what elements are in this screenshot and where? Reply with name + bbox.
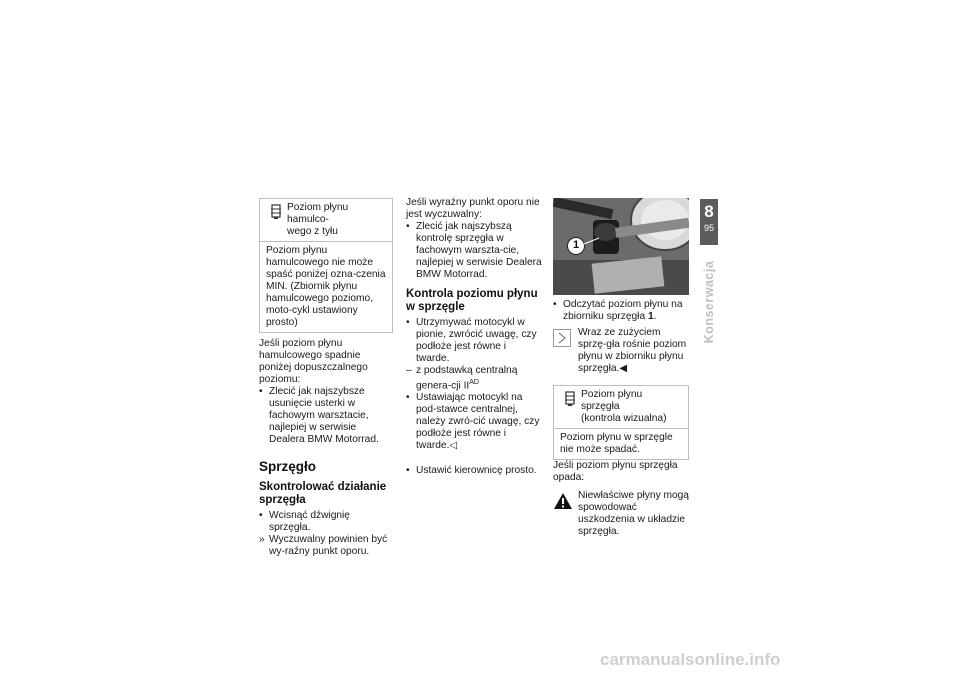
paragraph: Jeśli poziom płynu hamulcowego spadnie poniżej dopuszczalnego poziomu: — [259, 338, 368, 385]
bullet-item — [406, 392, 542, 452]
spec-box-header — [260, 199, 392, 242]
end-mark: ◀ — [619, 363, 628, 374]
subsection-heading: Kontrola poziomu płynu w sprzęgle — [406, 288, 538, 313]
warning-note — [553, 490, 689, 538]
bullet-text: Ustawiając motocykl na pod-stawce centralnej, należy zwró-cić uwagę, czy podłoże jest równe i twarde. — [416, 392, 540, 452]
fluid-reservoir-icon — [265, 202, 287, 238]
photo-callout-label: 1 — [572, 239, 580, 251]
bullet-item: • Wcisnąć dźwignię sprzęgła. — [259, 510, 393, 534]
spec-box-text: Poziom płynu w sprzęgle nie może spadać. — [560, 432, 673, 455]
fluid-reservoir-icon — [559, 389, 581, 425]
end-mark: ◁ — [449, 440, 458, 452]
column-2 — [406, 197, 542, 477]
bullet-item: • Zlecić jak najszybsze usunięcie usterki w fachowym warsztacie, najlepiej w serwisie Dealera BMW Motorrad. — [259, 386, 393, 446]
bullet-item — [553, 299, 689, 323]
paragraph: Jeśli wyraźny punkt oporu nie jest wyczuwalny: — [406, 197, 540, 220]
dash-superscript: AD — [469, 379, 479, 386]
bullet-item: • Zlecić jak najszybszą kontrolę sprzęgła w fachowym warszta-cie, najlepiej w serwisie Dealera BMW Motorrad. — [406, 221, 542, 281]
spec-box-title: Poziom płynu hamulco- wego z tyłu — [287, 202, 349, 237]
spec-box-title: Poziom płynu sprzęgła (kontrola wizualna) — [581, 389, 667, 424]
bullet-text: Odczytać poziom płynu na zbiorniku sprzęgła — [563, 299, 683, 322]
chapter-tab — [700, 199, 718, 245]
note-text: Wraz ze zużyciem sprzę-gła rośnie poziom płynu w zbiorniku płynu sprzęgła. — [578, 327, 687, 374]
warning-triangle-icon — [553, 492, 571, 510]
column-3 — [553, 198, 689, 538]
dash-item — [406, 365, 542, 392]
page-number: 95 — [703, 223, 714, 233]
column-1 — [259, 198, 393, 558]
spec-box-brake-fluid — [259, 198, 393, 333]
section-heading: Sprzęgło — [259, 459, 317, 474]
watermark: carmanualsonline.info — [600, 650, 781, 669]
spec-box-text: Poziom płynu hamulcowego nie może spaść poniżej ozna-czenia MIN. (Zbiornik płynu hamulcowego poziomo, moto-cykl ustawiony prosto) — [266, 245, 386, 328]
chapter-side-title: Konserwacja — [702, 260, 716, 344]
chapter-number: 8 — [704, 202, 714, 221]
result-item: » Wyczuwalny powinien być wy-raźny punkt oporu. — [259, 534, 393, 558]
bullet-item: • Ustawić kierownicę prosto. — [406, 465, 542, 477]
clutch-reservoir-photo — [553, 198, 689, 295]
warning-text: Niewłaściwe płyny mogą spowodować uszkodzenia w układzie sprzęgła. — [578, 490, 689, 537]
dash-text: z podstawką centralną genera-cji II — [416, 365, 518, 392]
paragraph: Jeśli poziom płynu sprzęgła opada: — [553, 460, 678, 483]
reference-number: 1 — [647, 311, 654, 322]
period: . — [653, 311, 657, 322]
info-note — [553, 327, 689, 375]
spec-box-clutch-fluid — [553, 385, 689, 460]
spec-box-header — [554, 386, 688, 429]
bullet-item: • Utrzymywać motocykl w pionie, zwrócić uwagę, czy podłoże jest równe i twarde. — [406, 317, 542, 365]
arrow-note-icon — [553, 329, 571, 347]
subsection-heading: Skontrolować działanie sprzęgła — [259, 481, 387, 506]
